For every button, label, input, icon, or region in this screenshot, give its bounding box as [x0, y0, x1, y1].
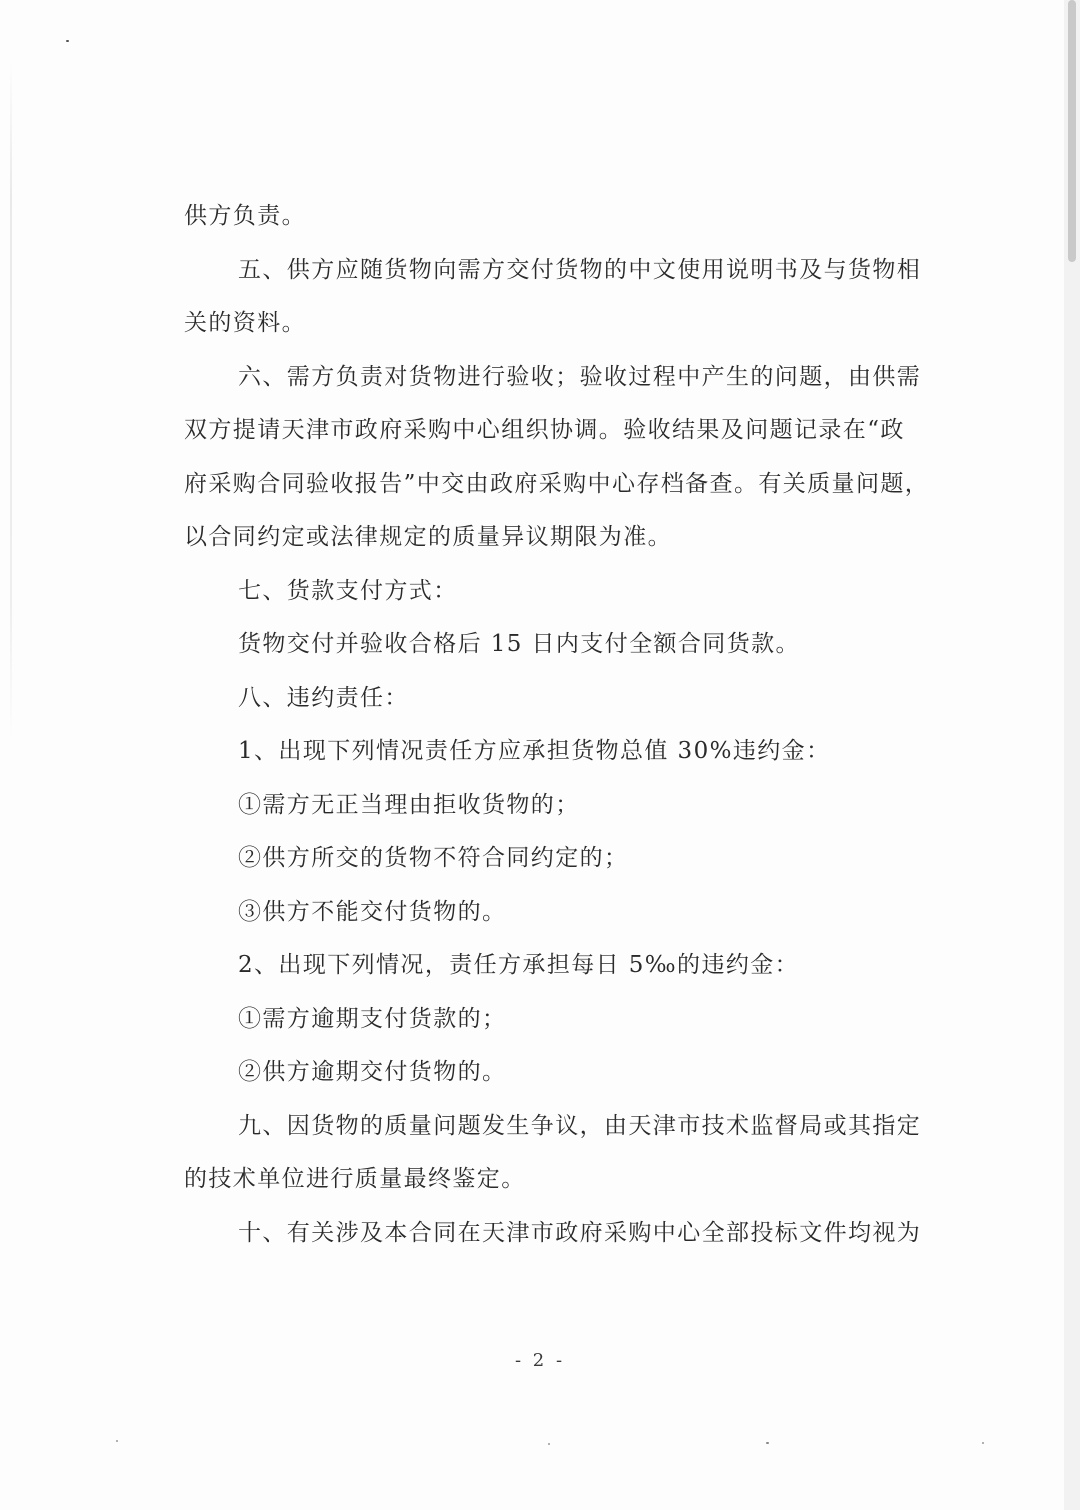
clause-1: 1、出现下列情况责任方应承担货物总值 30%违约金：: [238, 738, 831, 764]
scrollbar-track[interactable]: [1064, 0, 1080, 1510]
text-line-3: 六、需方负责对货物进行验收；验收过程中产生的问题，由供需: [238, 363, 922, 390]
scan-speck: [66, 40, 69, 42]
clause-1-item-1: ①需方无正当理由拒收货物的；: [238, 791, 580, 818]
text-line-8: 货物交付并验收合格后 15 日内支付全额合同货款。: [238, 631, 800, 657]
scan-speck: [766, 1442, 769, 1444]
text-line-5: 府采购合同验收报告”中交由政府采购中心存档备查。有关质量问题，: [184, 470, 930, 497]
section-heading-liability: 八、违约责任：: [238, 684, 409, 711]
clause-1-item-2: ②供方所交的货物不符合同约定的；: [238, 845, 629, 871]
clause-2-item-1: ①需方逾期支付货款的；: [238, 1005, 507, 1032]
clause-2-item-2: ②供方逾期交付货物的。: [238, 1059, 507, 1085]
scan-speck: [116, 1440, 118, 1442]
scan-speck: [982, 1442, 984, 1444]
text-line-0: 供方负责。: [184, 203, 306, 229]
clause-2: 2、出现下列情况，责任方承担每日 5‰的违约金：: [238, 952, 800, 978]
section-heading-payment: 七、货款支付方式：: [238, 577, 458, 604]
text-line-2: 关的资料。: [184, 310, 306, 336]
clause-1-item-3: ③供方不能交付货物的。: [238, 898, 507, 925]
page-number: - 2 -: [514, 1350, 566, 1371]
text-line-17: 九、因货物的质量问题发生争议，由天津市技术监督局或其指定: [238, 1112, 922, 1139]
scrollbar-thumb[interactable]: [1068, 0, 1076, 262]
text-line-1: 五、供方应随货物向需方交付货物的中文使用说明书及与货物相: [238, 256, 922, 283]
text-line-19: 十、有关涉及本合同在天津市政府采购中心全部投标文件均视为: [238, 1219, 922, 1246]
text-line-4: 双方提请天津市政府采购中心组织协调。验收结果及问题记录在“政: [184, 417, 905, 443]
scan-speck: [548, 1443, 550, 1445]
scan-edge-shadow: [10, 60, 12, 740]
document-body: [184, 190, 930, 1260]
text-line-6: 以合同约定或法律规定的质量异议期限为准。: [184, 524, 672, 550]
text-line-18: 的技术单位进行质量最终鉴定。: [184, 1166, 526, 1192]
